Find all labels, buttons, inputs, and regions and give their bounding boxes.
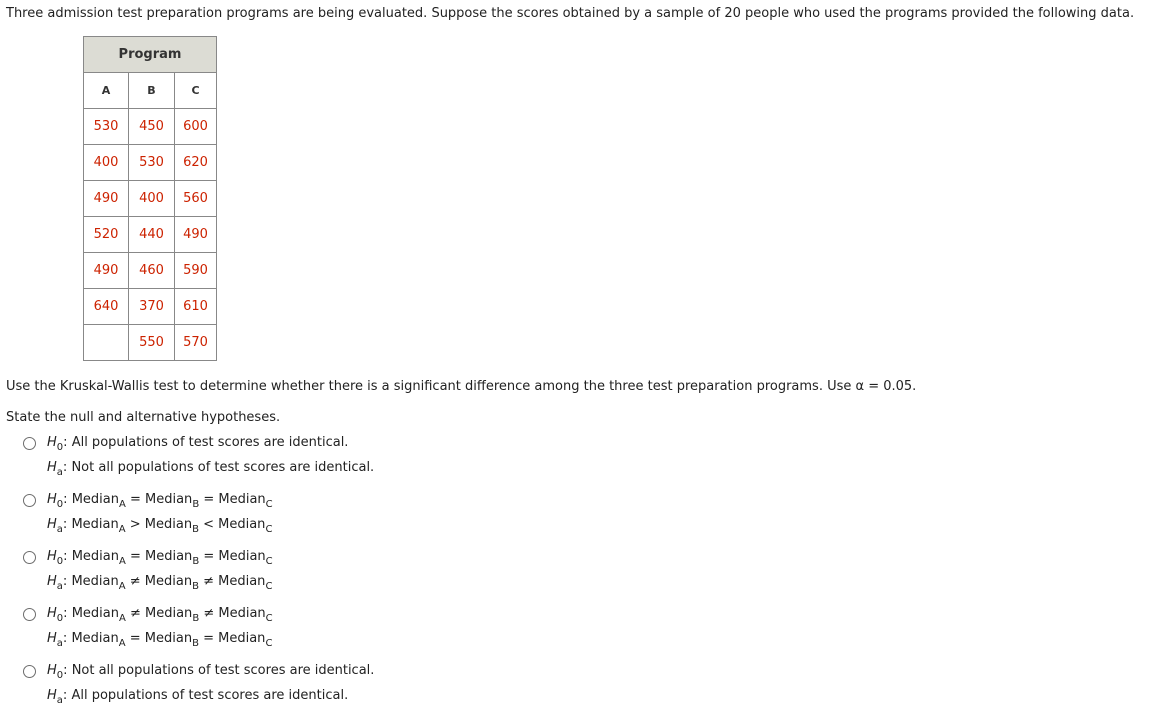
table-cell: 460 (129, 253, 175, 289)
median-subscript: B (192, 556, 200, 567)
h-symbol: H (47, 517, 57, 532)
median-subscript: B (192, 581, 199, 592)
median-subscript: A (118, 524, 126, 535)
median-label: Median (145, 606, 193, 621)
alt-subscript: a (56, 524, 63, 535)
column-header-a: A (84, 73, 129, 109)
null-subscript: 0 (56, 613, 64, 624)
radio-button[interactable] (23, 551, 36, 564)
hypothesis-text: All populations of test scores are identical. (71, 435, 349, 450)
colon: : (63, 549, 68, 564)
column-header-c: C (175, 73, 217, 109)
colon: : (63, 663, 68, 678)
table-cell: 530 (84, 109, 129, 145)
colon: : (62, 460, 68, 475)
table-cell: 370 (129, 289, 175, 325)
median-label: Median (144, 574, 193, 589)
relation-operator: < (203, 517, 214, 532)
instruction-text: Use the Kruskal-Wallis test to determine whether there is a significant difference among the three test preparation programs. Use α = 0.05. (6, 379, 917, 394)
median-label: Median (71, 492, 119, 507)
radio-button[interactable] (23, 494, 36, 507)
alternative-hypothesis (47, 631, 273, 649)
table-cell: 640 (84, 289, 129, 325)
h-symbol: H (47, 492, 57, 507)
median-label: Median (218, 606, 266, 621)
null-subscript: 0 (56, 442, 64, 453)
colon: : (62, 574, 68, 589)
table-cell: 490 (84, 253, 129, 289)
table-row (84, 253, 217, 289)
colon: : (62, 688, 68, 703)
null-hypothesis (47, 606, 273, 624)
median-label: Median (71, 574, 119, 589)
table-row (84, 325, 217, 361)
median-subscript: C (265, 556, 273, 567)
table-cell (84, 325, 129, 361)
hypothesis-text: All populations of test scores are identical. (71, 688, 349, 703)
median-label: Median (144, 517, 193, 532)
h-symbol: H (47, 574, 57, 589)
h-symbol: H (47, 460, 57, 475)
alt-subscript: a (56, 581, 63, 592)
median-subscript: B (192, 613, 200, 624)
relation-operator: ≠ (129, 574, 141, 589)
h-symbol: H (47, 631, 57, 646)
table-cell: 400 (84, 145, 129, 181)
question-prompt: State the null and alternative hypotheses. (6, 410, 281, 425)
table-cell: 530 (129, 145, 175, 181)
table-cell: 490 (84, 181, 129, 217)
relation-operator: = (203, 631, 214, 646)
median-label: Median (71, 549, 119, 564)
h-symbol: H (47, 606, 57, 621)
table-cell: 620 (175, 145, 217, 181)
hypothesis-text: Not all populations of test scores are identical. (71, 460, 375, 475)
h-symbol: H (47, 549, 57, 564)
colon: : (63, 492, 68, 507)
table-row (84, 109, 217, 145)
alternative-hypothesis (47, 460, 375, 478)
table-cell: 550 (129, 325, 175, 361)
median-label: Median (144, 631, 193, 646)
null-hypothesis (47, 492, 273, 510)
scores-table (83, 36, 217, 361)
radio-button[interactable] (23, 608, 36, 621)
relation-operator: = (129, 492, 141, 507)
table-group-header: Program (84, 37, 217, 73)
median-label: Median (218, 549, 266, 564)
table-cell: 400 (129, 181, 175, 217)
colon: : (62, 517, 68, 532)
relation-operator: = (129, 631, 141, 646)
table-cell: 440 (129, 217, 175, 253)
median-label: Median (145, 492, 193, 507)
median-subscript: A (118, 638, 126, 649)
null-subscript: 0 (56, 499, 64, 510)
relation-operator: ≠ (203, 574, 214, 589)
alternative-hypothesis (47, 517, 273, 535)
median-label: Median (71, 517, 119, 532)
alt-subscript: a (56, 638, 63, 649)
colon: : (63, 606, 68, 621)
table-cell: 600 (175, 109, 217, 145)
table-row (84, 217, 217, 253)
table-cell: 610 (175, 289, 217, 325)
h-symbol: H (47, 435, 57, 450)
hypothesis-text: Not all populations of test scores are identical. (71, 663, 375, 678)
radio-button[interactable] (23, 437, 36, 450)
table-cell: 520 (84, 217, 129, 253)
median-subscript: B (192, 524, 199, 535)
median-subscript: A (118, 499, 126, 510)
alt-subscript: a (56, 467, 63, 478)
colon: : (62, 631, 68, 646)
relation-operator: = (203, 549, 215, 564)
h-symbol: H (47, 688, 57, 703)
median-subscript: C (265, 638, 273, 649)
median-subscript: C (265, 524, 273, 535)
alternative-hypothesis (47, 574, 273, 592)
median-label: Median (145, 549, 193, 564)
table-cell: 570 (175, 325, 217, 361)
table-cell: 560 (175, 181, 217, 217)
table-cell: 450 (129, 109, 175, 145)
median-label: Median (218, 631, 266, 646)
median-subscript: C (265, 581, 273, 592)
median-subscript: C (265, 613, 273, 624)
h-symbol: H (47, 663, 57, 678)
relation-operator: ≠ (129, 606, 141, 621)
column-header-b: B (129, 73, 175, 109)
radio-button[interactable] (23, 665, 36, 678)
null-subscript: 0 (56, 670, 64, 681)
median-subscript: C (265, 499, 273, 510)
median-subscript: A (118, 581, 126, 592)
table-row (84, 289, 217, 325)
median-subscript: A (118, 556, 126, 567)
problem-intro: Three admission test preparation programs are being evaluated. Suppose the scores obtained by a sample of 20 people who used the programs provided the following data. (6, 6, 1135, 21)
colon: : (63, 435, 68, 450)
relation-operator: = (129, 549, 141, 564)
alt-subscript: a (56, 695, 63, 706)
relation-operator: = (203, 492, 215, 507)
null-hypothesis (47, 435, 349, 453)
table-cell: 590 (175, 253, 217, 289)
median-label: Median (71, 606, 119, 621)
median-label: Median (218, 492, 266, 507)
relation-operator: > (129, 517, 141, 532)
median-label: Median (218, 574, 266, 589)
median-subscript: B (192, 638, 199, 649)
null-subscript: 0 (56, 556, 64, 567)
median-label: Median (71, 631, 119, 646)
table-row (84, 181, 217, 217)
relation-operator: ≠ (203, 606, 215, 621)
null-hypothesis (47, 549, 273, 567)
median-subscript: B (192, 499, 200, 510)
null-hypothesis (47, 663, 375, 681)
table-cell: 490 (175, 217, 217, 253)
alternative-hypothesis (47, 688, 349, 706)
median-subscript: A (118, 613, 126, 624)
table-row (84, 145, 217, 181)
median-label: Median (218, 517, 266, 532)
